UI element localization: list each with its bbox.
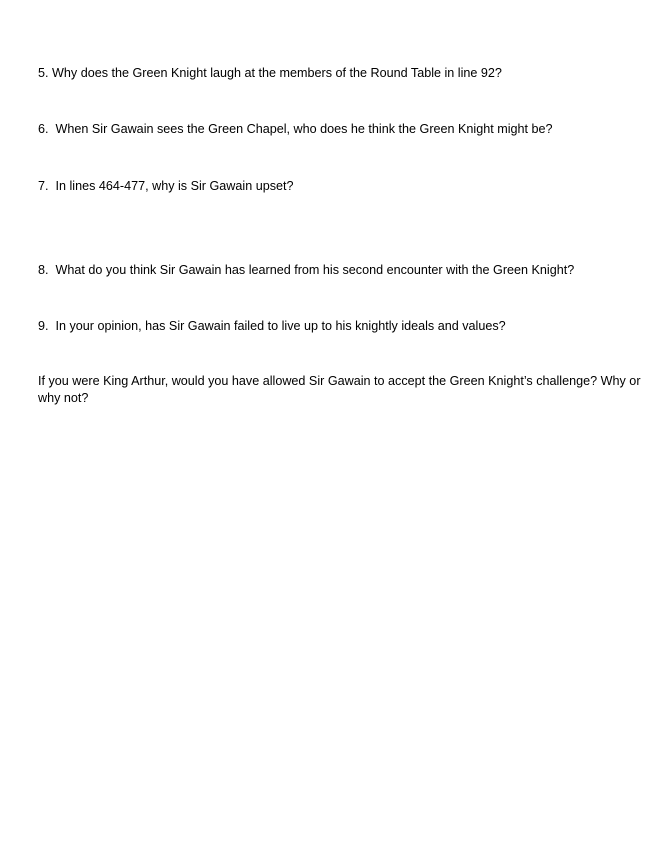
question-9: 9. In your opinion, has Sir Gawain failed to live up to his knightly ideals and values? <box>38 319 506 333</box>
question-7: 7. In lines 464-477, why is Sir Gawain upset? <box>38 179 294 193</box>
question-king-arthur: If you were King Arthur, would you have allowed Sir Gawain to accept the Green Knight’s challenge? Why or why not? <box>38 374 645 405</box>
question-6: 6. When Sir Gawain sees the Green Chapel, who does he think the Green Knight might be? <box>38 122 553 136</box>
question-8: 8. What do you think Sir Gawain has learned from his second encounter with the Green Knight? <box>38 263 575 277</box>
question-5: 5. Why does the Green Knight laugh at the members of the Round Table in line 92? <box>38 66 502 80</box>
